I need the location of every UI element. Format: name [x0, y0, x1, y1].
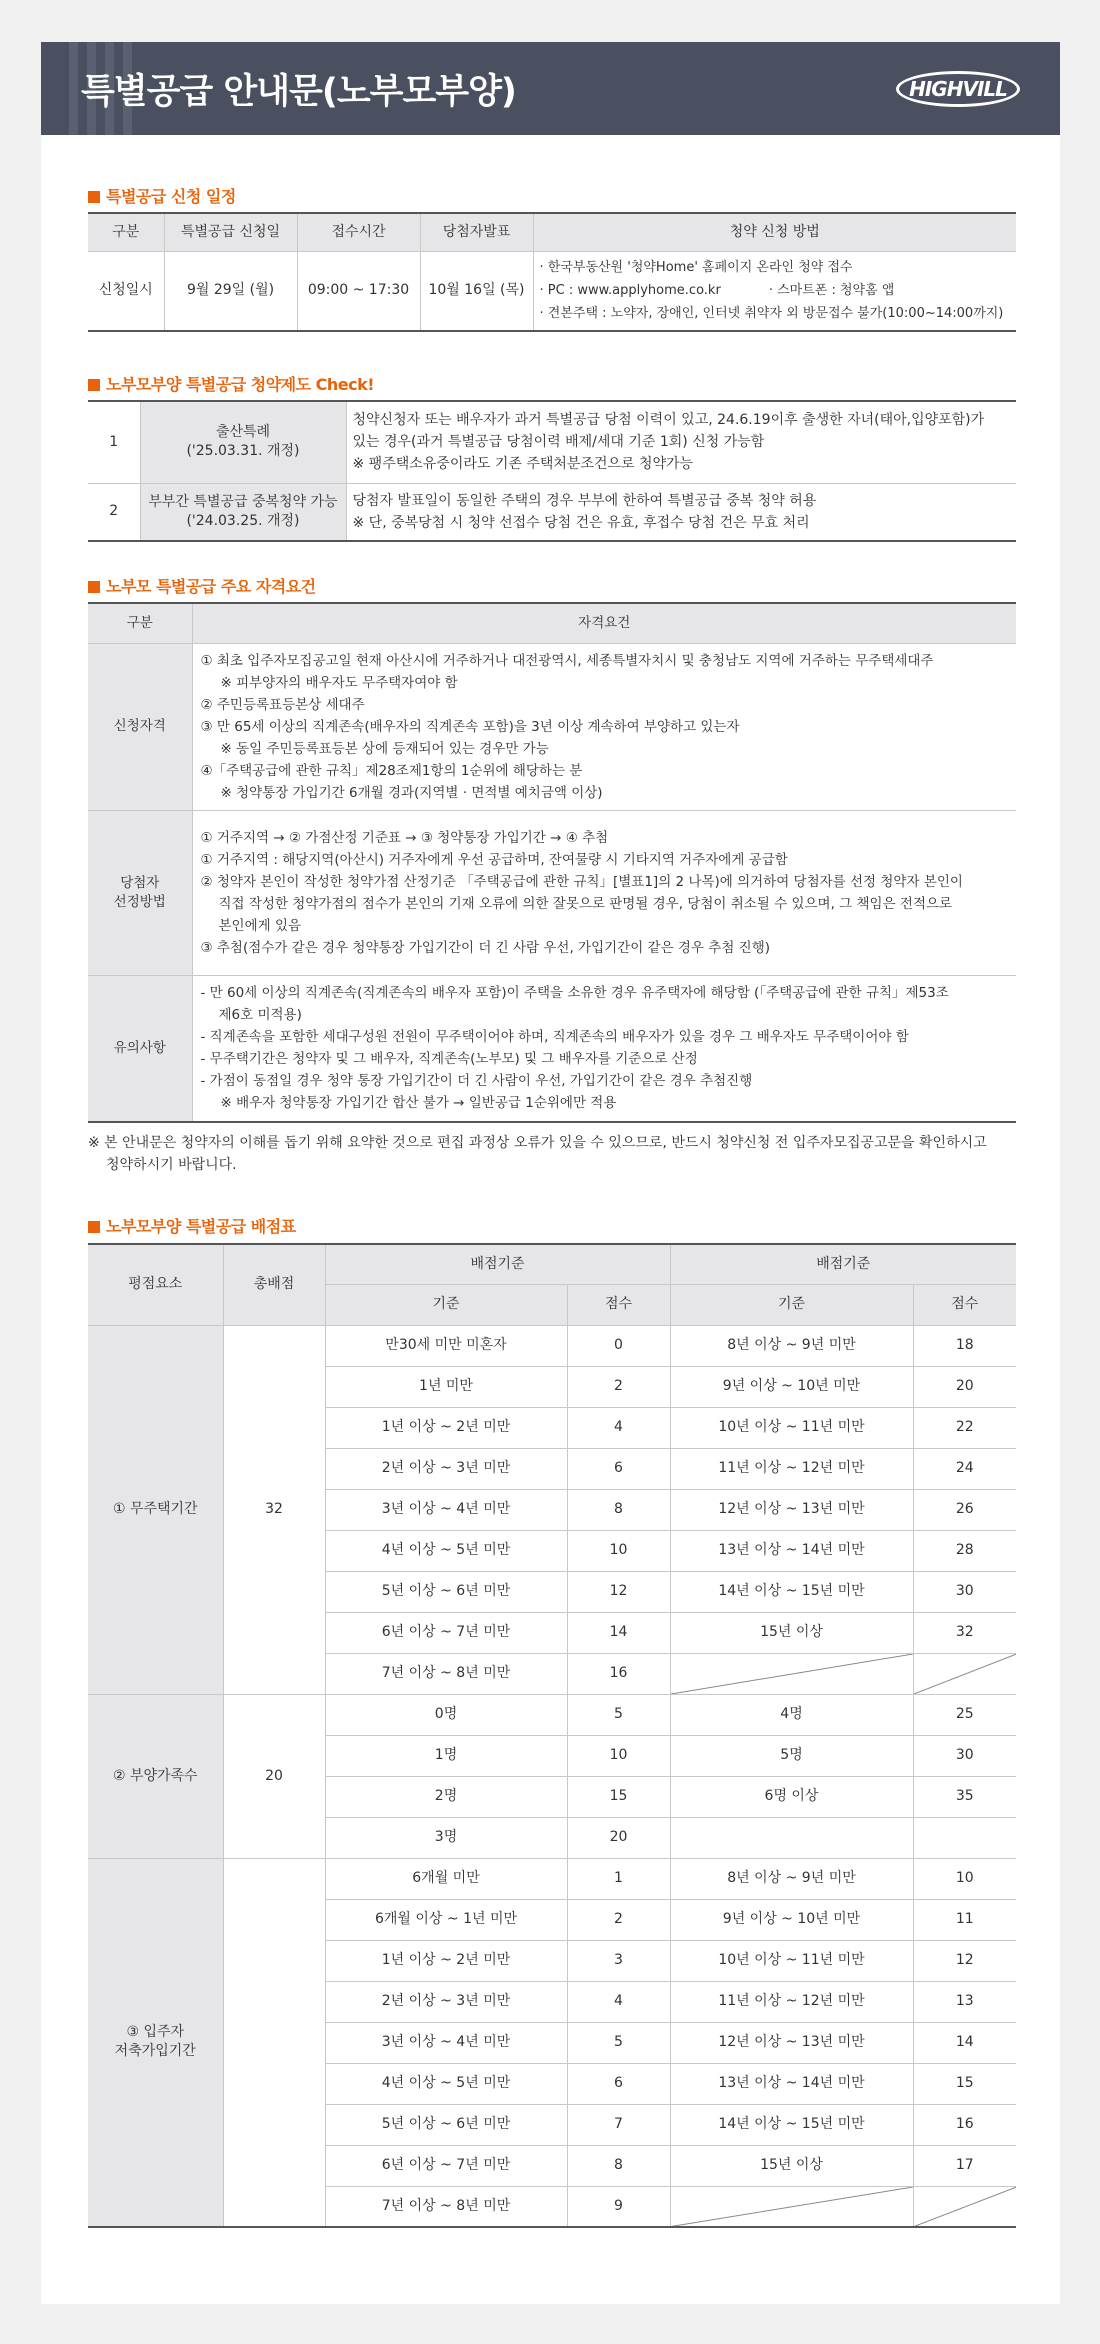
method-line: · 스마트폰 : 청약홈 앱	[768, 283, 895, 299]
score-criteria: 0명	[325, 1694, 567, 1735]
qualification-label: 유의사항	[88, 975, 192, 1122]
score-criteria: 6개월 미만	[325, 1858, 567, 1899]
score-criteria: 10년 이상 ~ 11년 미만	[670, 1407, 913, 1448]
score-row	[88, 1858, 1016, 1899]
score-criteria: 4명	[670, 1694, 913, 1735]
score-empty-cell	[670, 1653, 913, 1694]
qualification-label: 신청자격	[88, 643, 192, 810]
score-criteria: 14년 이상 ~ 15년 미만	[670, 1571, 913, 1612]
score-header-factor: 평점요소	[88, 1244, 223, 1325]
qualification-table	[88, 602, 1016, 1123]
method-line: · 한국부동산원 '청약Home' 홈페이지 온라인 청약 접수	[539, 260, 853, 276]
score-points: 24	[913, 1448, 1016, 1489]
page-title: 특별공급 안내문(노부모부양)	[81, 72, 516, 112]
score-row	[88, 1694, 1016, 1735]
score-points: 15	[913, 2063, 1016, 2104]
score-total	[223, 1858, 325, 2227]
score-points: 6	[567, 1448, 670, 1489]
check-desc: 청약신청자 또는 배우자가 과거 특별공급 당첨 이력이 있고, 24.6.19이후 출생한 자녀(태아,입양포함)가 있는 경우(과거 특별공급 당첨이력 배제/세대 기준 1회) 신청 가능함 ※ 팽주택소유중이라도 기존 주택처분조건으로 청약가능	[346, 401, 1016, 483]
page-header	[41, 42, 1060, 135]
score-criteria: 3년 이상 ~ 4년 미만	[325, 1489, 567, 1530]
score-points: 30	[913, 1571, 1016, 1612]
score-points: 30	[913, 1735, 1016, 1776]
score-criteria: 9년 이상 ~ 10년 미만	[670, 1899, 913, 1940]
schedule-row	[88, 251, 1016, 331]
score-criteria: 2명	[325, 1776, 567, 1817]
score-points: 7	[567, 2104, 670, 2145]
score-criteria: 11년 이상 ~ 12년 미만	[670, 1981, 913, 2022]
score-points: 8	[567, 2145, 670, 2186]
method-line: · PC : www.applyhome.co.kr	[539, 283, 721, 299]
qualification-content: - 만 60세 이상의 직계존속(직계존속의 배우자 포함)이 주택을 소유한 경우 유주택자에 해당함 (「주택공급에 관한 규칙」제53조 제6호 미적용) - 직계존속을 포함한 세대구성원 전원이 무주택이어야 하며, 직계존속의 배우자가 있을 경우 그 배우자도 무주택이어야 함 - 무주택기간은 청약자 및 그 배우자, 직계존속(노부모) 및 그 배우자를 기준으로 산정 - 가점이 동점일 경우 청약 통장 가입기간이 더 긴 사람이 우선, 가입기간이 같은 경우 추첨진행 ※ 배우자 청약통장 가입기간 합산 불가 → 일반공급 1순위에만 적용	[192, 975, 1016, 1122]
score-criteria: 12년 이상 ~ 13년 미만	[670, 1489, 913, 1530]
score-points: 10	[567, 1735, 670, 1776]
score-points: 8	[567, 1489, 670, 1530]
score-points: 16	[913, 2104, 1016, 2145]
schedule-header: 당첨자발표	[420, 213, 533, 251]
score-header-criteria: 기준	[670, 1284, 913, 1325]
score-total: 20	[223, 1694, 325, 1858]
schedule-header: 접수시간	[297, 213, 420, 251]
score-criteria: 1년 미만	[325, 1366, 567, 1407]
schedule-label: 신청일시	[88, 251, 164, 331]
schedule-announce: 10월 16일 (목)	[420, 251, 533, 331]
score-empty-cell	[670, 2186, 913, 2227]
score-criteria: 6명 이상	[670, 1776, 913, 1817]
check-desc: 당첨자 발표일이 동일한 주택의 경우 부부에 한하여 특별공급 중복 청약 허용 ※ 단, 중복당첨 시 청약 선접수 당첨 건은 유효, 후접수 당첨 건은 무효 처리	[346, 483, 1016, 541]
disclaimer-note: ※ 본 안내문은 청약자의 이해를 돕기 위해 요약한 것으로 편집 과정상 오류가 있을 수 있으므로, 반드시 청약신청 전 입주자모집공고문을 확인하시고 청약하시기 바랍니다.	[88, 1135, 987, 1173]
qualification-label: 당첨자 선정방법	[88, 810, 192, 975]
score-criteria: 4년 이상 ~ 5년 미만	[325, 2063, 567, 2104]
score-criteria	[670, 1817, 913, 1858]
score-criteria: 14년 이상 ~ 15년 미만	[670, 2104, 913, 2145]
score-points: 10	[913, 1858, 1016, 1899]
check-name: 부부간 특별공급 중복청약 가능 ('24.03.25. 개정)	[140, 483, 346, 541]
score-criteria: 5명	[670, 1735, 913, 1776]
score-criteria: 13년 이상 ~ 14년 미만	[670, 2063, 913, 2104]
schedule-header: 특별공급 신청일	[164, 213, 297, 251]
score-row	[88, 1325, 1016, 1366]
score-criteria: 6년 이상 ~ 7년 미만	[325, 1612, 567, 1653]
score-points: 32	[913, 1612, 1016, 1653]
score-criteria: 15년 이상	[670, 2145, 913, 2186]
score-factor: ② 부양가족수	[88, 1694, 223, 1858]
score-points: 4	[567, 1981, 670, 2022]
notice-page	[41, 42, 1060, 2304]
check-no: 2	[88, 483, 140, 541]
score-points: 12	[913, 1940, 1016, 1981]
score-criteria: 13년 이상 ~ 14년 미만	[670, 1530, 913, 1571]
schedule-date: 9월 29일 (월)	[164, 251, 297, 331]
score-points: 2	[567, 1899, 670, 1940]
score-criteria: 3년 이상 ~ 4년 미만	[325, 2022, 567, 2063]
score-points: 25	[913, 1694, 1016, 1735]
score-points: 9	[567, 2186, 670, 2227]
score-criteria: 10년 이상 ~ 11년 미만	[670, 1940, 913, 1981]
score-points: 13	[913, 1981, 1016, 2022]
score-factor: ① 무주택기간	[88, 1325, 223, 1694]
score-criteria: 4년 이상 ~ 5년 미만	[325, 1530, 567, 1571]
score-points: 20	[913, 1366, 1016, 1407]
score-criteria: 6년 이상 ~ 7년 미만	[325, 2145, 567, 2186]
score-points: 1	[567, 1858, 670, 1899]
check-table	[88, 400, 1016, 542]
check-name: 출산특례 ('25.03.31. 개정)	[140, 401, 346, 483]
score-points: 5	[567, 1694, 670, 1735]
score-points: 18	[913, 1325, 1016, 1366]
score-criteria: 1명	[325, 1735, 567, 1776]
score-criteria: 1년 이상 ~ 2년 미만	[325, 1940, 567, 1981]
score-points: 26	[913, 1489, 1016, 1530]
score-points: 16	[567, 1653, 670, 1694]
section-title-schedule: 특별공급 신청 일정	[88, 184, 236, 207]
score-criteria: 7년 이상 ~ 8년 미만	[325, 1653, 567, 1694]
score-criteria: 만30세 미만 미혼자	[325, 1325, 567, 1366]
score-criteria: 8년 이상 ~ 9년 미만	[670, 1325, 913, 1366]
score-header-group: 배점기준	[670, 1244, 1016, 1284]
score-criteria: 2년 이상 ~ 3년 미만	[325, 1448, 567, 1489]
score-criteria: 9년 이상 ~ 10년 미만	[670, 1366, 913, 1407]
score-criteria: 1년 이상 ~ 2년 미만	[325, 1407, 567, 1448]
qualification-content: ① 최초 입주자모집공고일 현재 아산시에 거주하거나 대전광역시, 세종특별자치시 및 충청남도 지역에 거주하는 무주택세대주 ※ 피부양자의 배우자도 무주택자여야 함 ② 주민등록표등본상 세대주 ③ 만 65세 이상의 직계존속(배우자의 직계존속 포함)을 3년 이상 계속하여 부양하고 있는자 ※ 동일 주민등록표등본 상에 등재되어 있는 경우만 가능 ④「주택공급에 관한 규칙」제28조제1항의 1순위에 해당하는 분 ※ 청약통장 가입기간 6개월 경과(지역별 · 면적별 예치금액 이상)	[192, 643, 1016, 810]
score-header-points: 점수	[913, 1284, 1016, 1325]
brand-logo-text: HIGHVILL	[909, 77, 1007, 101]
brand-logo	[896, 67, 1020, 111]
section-title-qualification: 노부모 특별공급 주요 자격요건	[88, 574, 316, 597]
score-points: 28	[913, 1530, 1016, 1571]
score-criteria: 6개월 이상 ~ 1년 미만	[325, 1899, 567, 1940]
qualification-row	[88, 975, 1016, 1122]
score-criteria: 11년 이상 ~ 12년 미만	[670, 1448, 913, 1489]
score-criteria: 5년 이상 ~ 6년 미만	[325, 1571, 567, 1612]
score-points: 6	[567, 2063, 670, 2104]
score-points: 17	[913, 2145, 1016, 2186]
qualification-header: 구분	[88, 603, 192, 643]
score-points: 5	[567, 2022, 670, 2063]
score-points: 10	[567, 1530, 670, 1571]
score-empty-cell	[913, 2186, 1016, 2227]
score-points: 14	[913, 2022, 1016, 2063]
score-points: 11	[913, 1899, 1016, 1940]
score-criteria: 7년 이상 ~ 8년 미만	[325, 2186, 567, 2227]
score-points: 2	[567, 1366, 670, 1407]
score-factor: ③ 입주자 저축가입기간	[88, 1858, 223, 2227]
check-no: 1	[88, 401, 140, 483]
score-points: 14	[567, 1612, 670, 1653]
score-points: 22	[913, 1407, 1016, 1448]
score-criteria: 2년 이상 ~ 3년 미만	[325, 1981, 567, 2022]
score-header-points: 점수	[567, 1284, 670, 1325]
score-total: 32	[223, 1325, 325, 1694]
score-criteria: 5년 이상 ~ 6년 미만	[325, 2104, 567, 2145]
score-empty-cell	[913, 1653, 1016, 1694]
score-points: 35	[913, 1776, 1016, 1817]
section-title-score: 노부모부양 특별공급 배점표	[88, 1214, 296, 1237]
score-header-group: 배점기준	[325, 1244, 670, 1284]
score-points: 12	[567, 1571, 670, 1612]
score-table	[88, 1243, 1016, 2228]
score-header-criteria: 기준	[325, 1284, 567, 1325]
score-header-total: 총배점	[223, 1244, 325, 1325]
schedule-time: 09:00 ~ 17:30	[297, 251, 420, 331]
score-points: 0	[567, 1325, 670, 1366]
section-title-check: 노부모부양 특별공급 청약제도 Check!	[88, 372, 374, 395]
check-row	[88, 401, 1016, 483]
method-line: · 견본주택 : 노약자, 장애인, 인터넷 취약자 외 방문접수 불가(10:00~14:00까지)	[539, 306, 1004, 322]
schedule-header: 구분	[88, 213, 164, 251]
score-criteria: 15년 이상	[670, 1612, 913, 1653]
score-points: 20	[567, 1817, 670, 1858]
score-criteria: 3명	[325, 1817, 567, 1858]
score-points: 3	[567, 1940, 670, 1981]
schedule-methods	[533, 251, 1016, 331]
score-criteria: 12년 이상 ~ 13년 미만	[670, 2022, 913, 2063]
schedule-header: 청약 신청 방법	[533, 213, 1016, 251]
qualification-row	[88, 643, 1016, 810]
score-points	[913, 1817, 1016, 1858]
score-points: 15	[567, 1776, 670, 1817]
score-points: 4	[567, 1407, 670, 1448]
qualification-content: ① 거주지역 → ② 가점산정 기준표 → ③ 청약통장 가입기간 → ④ 추첨 ① 거주지역 : 해당지역(아산시) 거주자에게 우선 공급하며, 잔여물량 시 기타지역 거주자에게 공급함 ② 청약자 본인이 작성한 청약가점 산정기준 「주택공급에 관한 규칙」[별표1]의 2 나목)에 의거하여 당첨자를 선정 청약자 본인이 직접 작성한 청약가점의 점수가 본인의 기재 오류에 의한 잘못으로 판명될 경우, 당첨이 취소될 수 있으며, 그 책임은 전적으로 본인에게 있음 ③ 추첨(점수가 같은 경우 청약통장 가입기간이 더 긴 사람 우선, 가입기간이 같은 경우 추첨 진행)	[192, 810, 1016, 975]
qualification-row	[88, 810, 1016, 975]
qualification-header: 자격요건	[192, 603, 1016, 643]
check-row	[88, 483, 1016, 541]
score-criteria: 8년 이상 ~ 9년 미만	[670, 1858, 913, 1899]
schedule-table	[88, 212, 1016, 332]
